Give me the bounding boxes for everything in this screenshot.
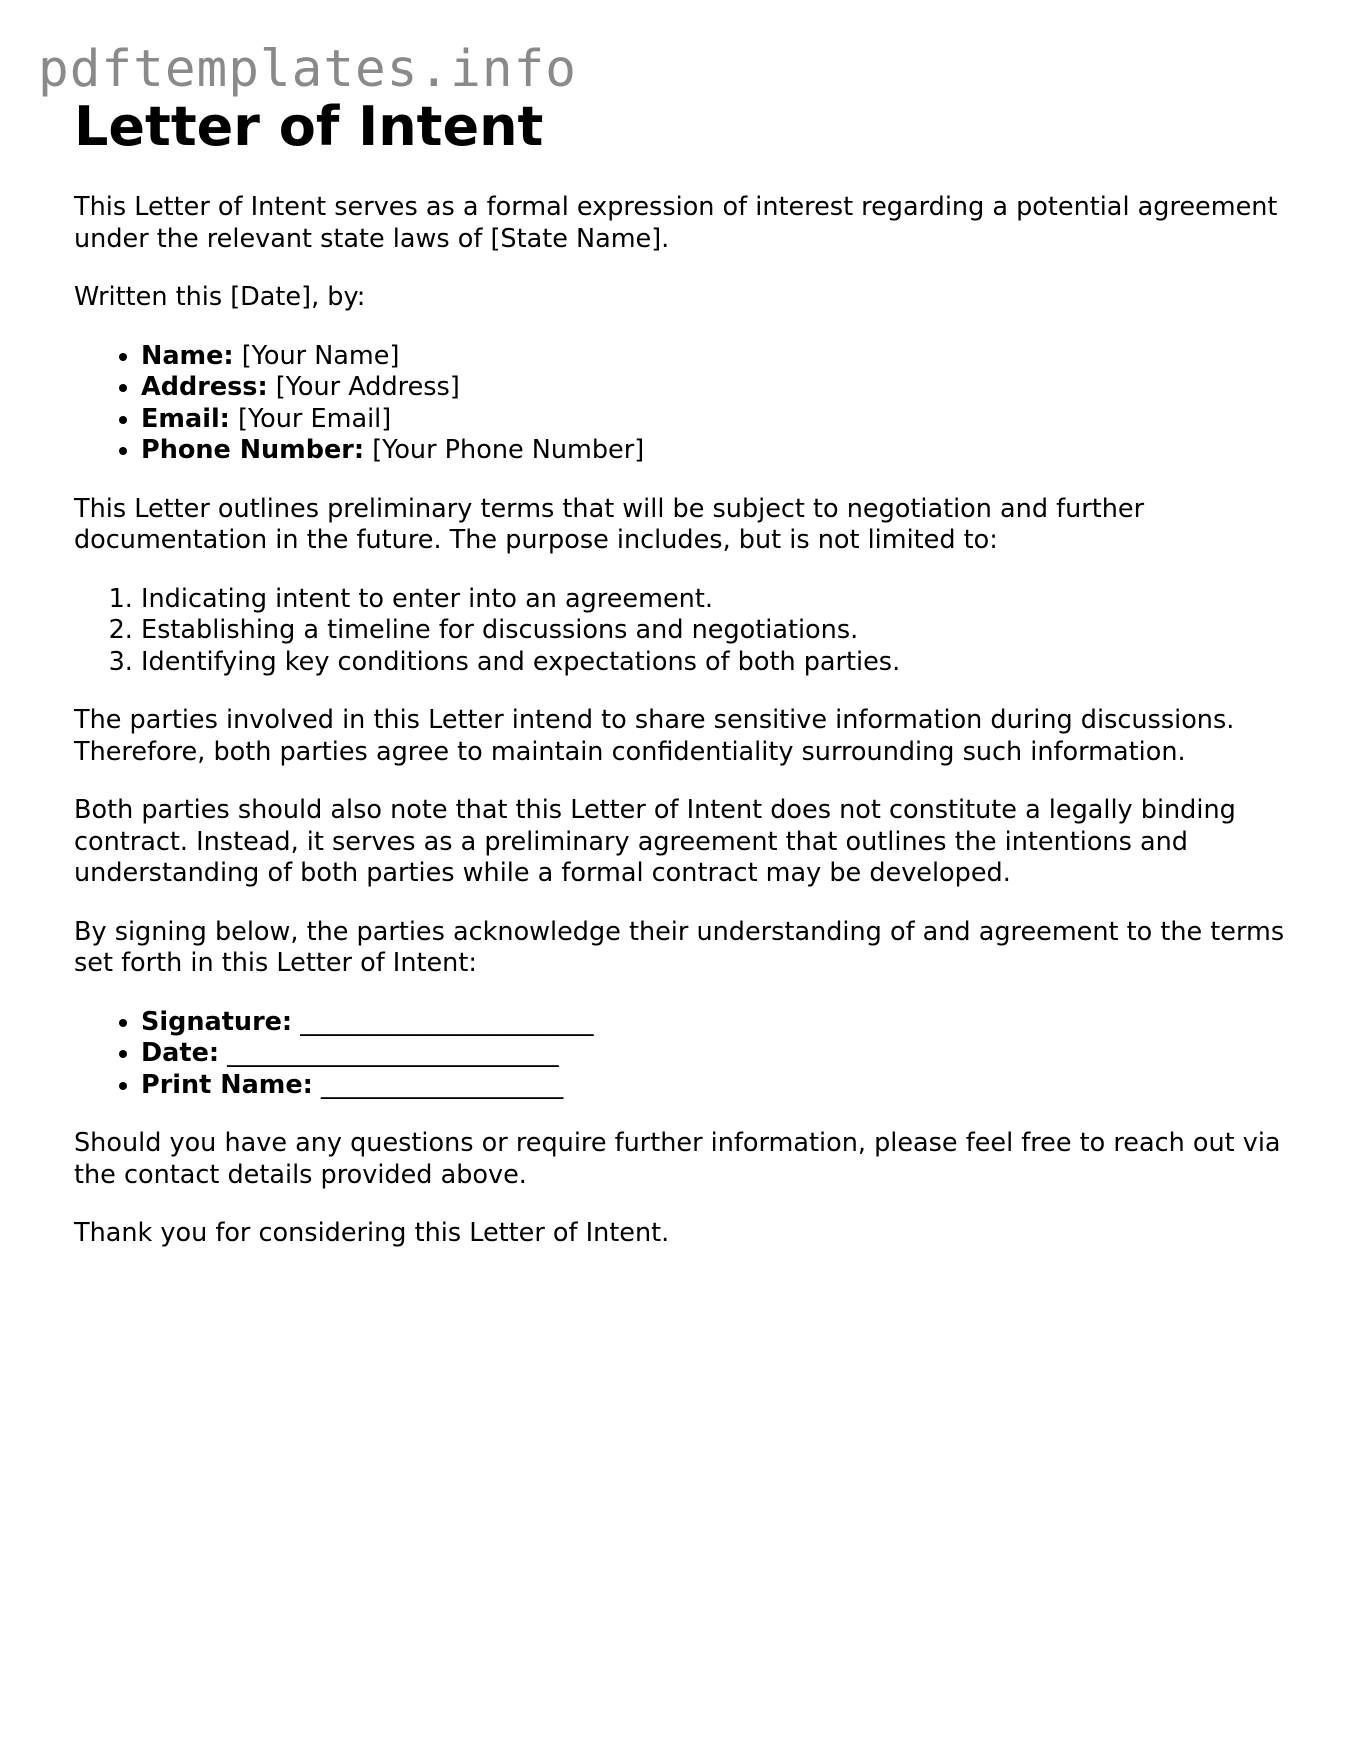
list-item: [141, 1038, 1304, 1070]
non-binding-paragraph: Both parties should also note that this Letter of Intent does not constitute a legally binding contract. Instead, it serves as a preliminary agreement that outlines the intentions and understanding of both parties while a formal contract may be developed.: [74, 795, 1236, 888]
contact-name-value: [Your Name]: [241, 340, 400, 371]
list-item: [141, 1007, 1304, 1039]
print-name-label: Print Name:: [141, 1069, 313, 1100]
questions-paragraph: Should you have any questions or require further information, please feel free to reach out via the contact details provided above.: [74, 1128, 1281, 1190]
written-by-line: Written this [Date], by:: [74, 282, 366, 312]
list-item: [141, 1070, 1304, 1102]
acknowledge-paragraph: By signing below, the parties acknowledge their understanding of and agreement to the terms set forth in this Letter of Intent:: [74, 916, 1285, 978]
print-name-line: ___________________: [320, 1069, 564, 1100]
intro-paragraph: This Letter of Intent serves as a formal expression of interest regarding a potential agreement under the relevant state laws of [State Name].: [74, 192, 1278, 254]
watermark: pdftemplates.info: [38, 40, 577, 99]
purpose-list: [74, 584, 1304, 679]
date-label: Date:: [141, 1038, 220, 1068]
outline-paragraph: This Letter outlines preliminary terms that will be subject to negotiation and further documentation in the future. The purpose includes, but is not limited to:: [74, 493, 1145, 555]
signature-list: [74, 1007, 1304, 1102]
document-body: [74, 94, 1304, 1250]
contact-email-value: [Your Email]: [238, 403, 392, 434]
list-item: [141, 372, 1304, 404]
page-title: Letter of Intent: [74, 95, 544, 158]
list-item: [141, 341, 1304, 373]
contact-list: [74, 341, 1304, 467]
list-item: 3. Identifying key conditions and expectations of both parties.: [141, 647, 1304, 679]
contact-address-value: [Your Address]: [275, 372, 460, 402]
list-item: [141, 404, 1304, 436]
contact-phone-label: Phone Number:: [141, 435, 365, 465]
list-item: 1. Indicating intent to enter into an agreement.: [141, 584, 1304, 616]
signature-label: Signature:: [141, 1006, 293, 1037]
contact-name-label: Name:: [141, 340, 234, 371]
date-line: __________________________: [227, 1038, 559, 1068]
confidentiality-paragraph: The parties involved in this Letter intend to share sensitive information during discussions. Therefore, both parties agree to maintain confidentiality surrounding such information.: [74, 705, 1235, 767]
thanks-paragraph: Thank you for considering this Letter of Intent.: [74, 1218, 670, 1248]
signature-line: _______________________: [300, 1006, 594, 1037]
list-item: 2. Establishing a timeline for discussions and negotiations.: [141, 615, 1304, 647]
list-item: [141, 435, 1304, 467]
contact-email-label: Email:: [141, 403, 230, 434]
contact-phone-value: [Your Phone Number]: [372, 435, 645, 465]
contact-address-label: Address:: [141, 372, 268, 402]
